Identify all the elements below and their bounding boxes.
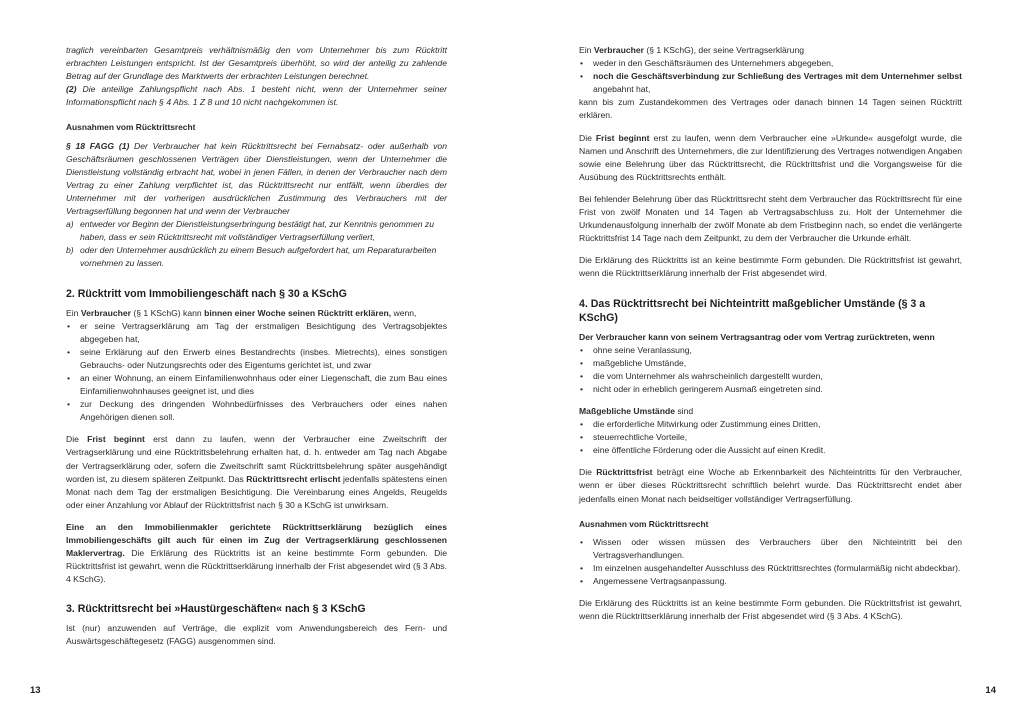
section-4-bullets <box>579 344 962 396</box>
right-last-paragraph: Die Erklärung des Rücktritts ist an keine bestimmte Form gebunden. Die Rücktrittsfrist ist gewahrt, wenn die Rücktrittserklärung innerhalb der Frist abgesendet wird (§ 3 Abs. 4 KSchG). <box>579 598 962 622</box>
right-belehrung-paragraph: Bei fehlender Belehrung über das Rücktrittsrecht steht dem Verbraucher das Rücktrittsrecht für eine Frist von zwölf Monaten und 14 Tagen ab Vertragsabschluss zu. Holt der Unternehmer die Urkundenausfolgung innerhalb der zwölf Monate ab dem Fristbeginn nach, so endet die verlängerte Rücktrittsfrist 14 Tage nach dem Zeitpunkt, zu dem der Verbraucher die Urkunde erhält. <box>579 193 962 244</box>
section-2-intro: Ein Verbraucher (§ 1 KSchG) kann binnen einer Woche seinen Rücktritt erklären, wenn, <box>66 307 417 318</box>
right-intro-bullets <box>579 57 962 96</box>
list-item: • Angemessene Vertragsanpassung. <box>579 575 962 588</box>
right-intro: Ein Verbraucher (§ 1 KSchG), der seine Vertragserklärung <box>579 45 805 55</box>
massgebliche-umstaende-lead: Maßgebliche Umstände sind <box>579 405 694 416</box>
list-item: • steuerrechtliche Vorteile, <box>579 431 962 444</box>
subheading-ausnahmen: Ausnahmen vom Rücktrittsrecht <box>66 122 196 133</box>
list-item: • an einer Wohnung, an einem Einfamilienwohnhaus oder einer Liegenschaft, die zum Bau eines Einfamilienwohnhauses geeignet ist, und dies <box>66 372 447 398</box>
massgebliche-umstaende-bullets <box>579 418 962 457</box>
left-column <box>66 44 447 649</box>
list-item: • eine öffentliche Förderung oder die Aussicht auf einen Kredit. <box>579 444 962 457</box>
section-3-heading: 3. Rücktrittsrecht bei »Haustürgeschäften« nach § 3 KSchG <box>66 603 366 616</box>
right-column <box>579 44 962 623</box>
list-item: • er seine Vertragserklärung am Tag der erstmaligen Besichtigung des Vertragsobjektes abgegeben hat, <box>66 320 447 346</box>
list-item: • weder in den Geschäftsräumen des Unternehmers abgegeben, <box>579 57 962 70</box>
right-paragraph-1: kann bis zum Zustandekommen des Vertrages oder danach binnen 14 Tagen seinen Rücktritt erklären. <box>579 97 962 121</box>
list-item: a) entweder vor Beginn der Dienstleistungserbringung bestätigt hat, zur Kenntnis genommen zu haben, dass er sein Rücktrittsrecht mit vollständiger Vertragserfüllung verliert, <box>66 219 434 243</box>
list-item: • die vom Unternehmer als wahrscheinlich dargestellt wurden, <box>579 370 962 383</box>
intro-italic-paragraph-2: (2) Die anteilige Zahlungspflicht nach Abs. 1 besteht nicht, wenn der Unternehmer seiner Informationspflicht nach § 4 Abs. 1 Z 8 und 10 nicht nachgekommen ist. <box>66 84 447 108</box>
list-item: • nicht oder in erheblich geringerem Ausmaß eingetreten sind. <box>579 383 962 396</box>
page-number-left: 13 <box>30 685 41 696</box>
section-4-heading: 4. Das Rücktrittsrecht bei Nichteintritt maßgeblicher Umstände (§ 3 a KSchG) <box>579 297 926 324</box>
fagg-reference: § 18 FAGG (1) <box>66 140 130 151</box>
list-item: • ohne seine Veranlassung, <box>579 344 962 357</box>
page-number-right: 14 <box>985 685 996 696</box>
section-3-paragraph: Ist (nur) anzuwenden auf Verträge, die explizit vom Anwendungsbereich des Fern- und Auswärtsgeschäftegesetz (FAGG) ausgenommen sind. <box>66 623 447 647</box>
section-2-frist-paragraph: Die Frist beginnt erst dann zu laufen, wenn der Verbraucher eine Zweitschrift der Vertragserklärung und eine Rücktrittsbelehrung erhalten hat, d. h. entweder am Tag nach Abgabe der Vertragserklärung oder, sofern die Zweitschrift samt Rücktrittsbelehrung später ausgehändigt worden ist, zu diesem späteren Zeitpunkt. Das Rücktrittsrecht erlischt jedenfalls spätestens einen Monat nach dem Tag der erstmaligen Besichtigung. Die Vereinbarung eines Angelds, Reugelds oder einer Anzahlung vor Ablauf der Rücktrittsfrist nach § 30 a KSchG ist unwirksam. <box>66 434 447 510</box>
list-item: b) oder den Unternehmer ausdrücklich zu einem Besuch aufgefordert hat, um Reparaturarbeiten vornehmen zu lassen. <box>66 245 437 269</box>
list-item: • noch die Geschäftsverbindung zur Schließung des Vertrages mit dem Unternehmer selbst angebahnt hat, <box>579 70 962 96</box>
section-2-bullets <box>66 320 447 425</box>
ausnahmen-bullets <box>579 536 962 588</box>
intro-italic-paragraph: traglich vereinbarten Gesamtpreis verhältnismäßig den vom Unternehmer bis zum Rücktritt erbrachten Leistungen entspricht. Ist der Gesamtpreis überhöht, so wird der anteilig zu zahlende Betrag auf der Grundlage des Marktwerts der erbrachten Leistungen berechnet. <box>66 45 447 82</box>
list-item: • zur Deckung des dringenden Wohnbedürfnisses des Verbrauchers oder eines nahen Angehörigen dienen soll. <box>66 398 447 424</box>
page-right <box>512 0 1024 726</box>
list-item: • Im einzelnen ausgehandelter Ausschluss des Rücktrittsrechtes (formularmäßig nicht abdeckbar). <box>579 562 962 575</box>
section-4-frist-paragraph: Die Rücktrittsfrist beträgt eine Woche ab Erkennbarkeit des Nichteintritts für den Verbraucher, wenn er über dieses Rücktrittsrecht schriftlich belehrt wurde. Das Rücktrittsrecht endet aber jedenfalls einen Monat nach beidseitiger vollständiger Vertragserfüllung. <box>579 467 962 504</box>
fagg-paragraph: § 18 FAGG (1) Der Verbraucher hat kein Rücktrittsrecht bei Fernabsatz- oder außerhalb von Geschäftsräumen geschlossenen Verträgen über Dienstleistungen, wenn der Unternehmer die Dienstleistung vollständig erbracht hat, wobei in jenen Fällen, in denen der Verbraucher nach dem Vertrag zu einer Zahlung verpflichtet ist, das Rücktrittsrecht nur entfällt, wenn überdies der Unternehmer mit der vorherigen ausdrücklichen Zustimmung des Verbrauchers mit der Vertragserfüllung begonnen hat und wenn der Verbraucher <box>66 140 447 217</box>
section-2-heading: 2. Rücktritt vom Immobiliengeschäft nach § 30 a KSchG <box>66 287 347 300</box>
right-frist-paragraph: Die Frist beginnt erst zu laufen, wenn dem Verbraucher eine »Urkunde« ausgefolgt wurde, die Namen und Anschrift des Unternehmers, die zur Identifizierung des Vertrages notwendigen Angaben sowie eine Belehrung über das Rücktrittsrecht, die Rücktrittsfrist und die Vorgangsweise für die Ausübung des Rücktrittsrechts enthält. <box>579 132 962 182</box>
subheading-ausnahmen-right: Ausnahmen vom Rücktrittsrecht <box>579 518 709 529</box>
section-4-lead: Der Verbraucher kann von seinem Vertragsantrag oder vom Vertrag zurücktreten, wenn <box>579 331 935 342</box>
right-form-paragraph: Die Erklärung des Rücktritts ist an keine bestimmte Form gebunden. Die Rücktrittsfrist ist gewahrt, wenn die Rücktrittserklärung innerhalb der Frist abgesendet wird. <box>579 255 962 279</box>
paragraph-mark: (2) <box>66 84 77 95</box>
section-2-makler-paragraph: Eine an den Immobilienmakler gerichtete Rücktrittserklärung bezüglich eines Immobiliengeschäfts gilt auch für einen im Zug der Vertragserklärung geschlossenen Maklervertrag. Die Erklärung des Rücktritts ist an keine bestimmte Form gebunden. Die Rücktrittsfrist ist gewahrt, wenn die Rücktrittserklärung innerhalb der Frist abgesendet wird (§ 3 Abs. 4 KSchG). <box>66 521 447 585</box>
fagg-list <box>66 218 447 270</box>
list-item: • Wissen oder wissen müssen des Verbrauchers über den Nichteintritt bei den Vertragsverhandlungen. <box>579 536 962 562</box>
list-item: • die erforderliche Mitwirkung oder Zustimmung eines Dritten, <box>579 418 962 431</box>
list-item: • seine Erklärung auf den Erwerb eines Bestandrechts (insbes. Mietrechts), eines sonstigen Gebrauchs- oder Nutzungsrechts oder des Eigentums gerichtet ist, und zwar <box>66 346 447 372</box>
list-item: • maßgebliche Umstände, <box>579 357 962 370</box>
